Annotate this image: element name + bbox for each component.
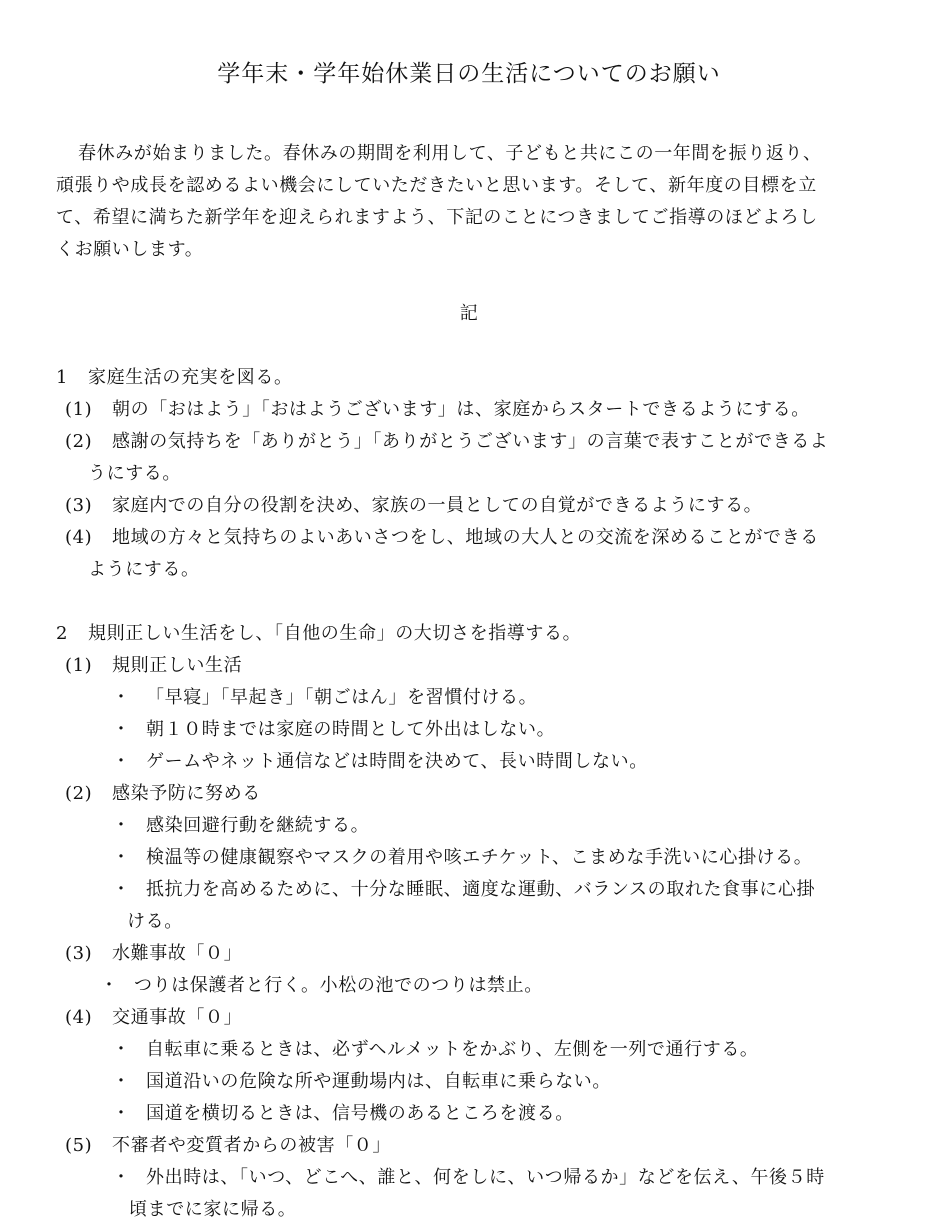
section-1-item-1-text: 朝の「おはよう」「おはようございます」は、家庭からスタートできるようにする。 <box>112 399 810 420</box>
section-2-item-4-number: (4) <box>65 1007 93 1028</box>
section-2-heading: 規則正しい生活をし、「自他の生命」の大切さを指導する。 <box>88 623 582 644</box>
bullet-text: 「早寝」「早起き」「朝ごはん」を習慣付ける。 <box>146 687 538 708</box>
section-2-item-4-heading: 交通事故「０」 <box>112 1007 243 1028</box>
bullet-list-item <box>112 1167 825 1189</box>
ki-heading: 記 <box>459 303 479 324</box>
bullet-text: 国道を横切るときは、信号機のあるところを渡る。 <box>146 1103 574 1124</box>
bullet-mark: ・ <box>112 1071 131 1092</box>
section-2-item-5-heading: 不審者や変質者からの被害「０」 <box>112 1135 391 1156</box>
section-2-number: 2 <box>56 623 69 644</box>
bullet-text: 朝１０時までは家庭の時間として外出はしない。 <box>146 719 556 740</box>
bullet-list-item <box>112 847 812 869</box>
section-1-item-2-text: 感謝の気持ちを「ありがとう」「ありがとうございます」の言葉で表すことができるよ <box>112 431 829 452</box>
section-1-number: 1 <box>56 367 69 388</box>
section-1-item-4-number: (4) <box>65 527 93 548</box>
bullet-text: 検温等の健康観察やマスクの着用や咳エチケット、こまめな手洗いに心掛ける。 <box>146 847 813 868</box>
bullet-mark: ・ <box>100 975 119 996</box>
bullet-list-item <box>112 815 369 837</box>
bullet-text: 国道沿いの危険な所や運動場内は、自転車に乗らない。 <box>146 1071 611 1092</box>
bullet-mark: ・ <box>112 1103 131 1124</box>
bullet-text: ゲームやネット通信などは時間を決めて、長い時間しない。 <box>146 751 648 772</box>
section-1-item-2-text-cont: うにする。 <box>88 463 181 484</box>
section-2-item-3-number: (3) <box>65 943 93 964</box>
document-title: 学年末・学年始休業日の生活についてのお願い <box>217 61 721 87</box>
bullet-mark: ・ <box>112 847 131 868</box>
bullet-list-item <box>112 687 537 709</box>
section-2-item-5-number: (5) <box>65 1135 93 1156</box>
bullet-list-item <box>100 975 543 997</box>
intro-line-3: て、希望に満ちた新学年を迎えられますよう、下記のことにつきましてご指導のほどよろし <box>56 207 818 228</box>
bullet-mark: ・ <box>112 879 131 900</box>
section-2-item-1-number: (1) <box>65 655 93 676</box>
section-2-item-1-heading: 規則正しい生活 <box>112 655 243 676</box>
section-1-item-3-text: 家庭内での自分の役割を決め、家族の一員としての自覚ができるようにする。 <box>112 495 763 516</box>
section-1-item-2-number: (2) <box>65 431 93 452</box>
section-1-item-4-text-cont: ようにする。 <box>88 559 200 580</box>
bullet-mark: ・ <box>112 815 131 836</box>
bullet-text: 感染回避行動を継続する。 <box>146 815 370 836</box>
bullet-list-item <box>112 719 555 741</box>
intro-line-4: くお願いします。 <box>56 239 204 260</box>
bullet-mark: ・ <box>112 751 131 772</box>
bullet-list-item <box>112 1103 574 1125</box>
bullet-list-item <box>112 1071 611 1093</box>
section-1-heading: 家庭生活の充実を図る。 <box>88 367 293 388</box>
section-2-item-2-number: (2) <box>65 783 93 804</box>
section-2-item-2-heading: 感染予防に努める <box>112 783 261 804</box>
bullet-text-cont: ける。 <box>127 911 183 932</box>
section-2-item-3-heading: 水難事故「０」 <box>112 943 243 964</box>
bullet-text: 外出時は、「いつ、どこへ、誰と、何をしに、いつ帰るか」などを伝え、午後５時 <box>146 1167 825 1188</box>
bullet-text: 抵抗力を高めるために、十分な睡眠、適度な運動、バランスの取れた食事に心掛 <box>146 879 816 900</box>
bullet-text: つりは保護者と行く。小松の池でのつりは禁止。 <box>134 975 543 996</box>
bullet-mark: ・ <box>112 1167 131 1188</box>
section-1-item-1-number: (1) <box>65 399 93 420</box>
bullet-list-item <box>112 879 815 901</box>
bullet-text-cont: 頃までに家に帰る。 <box>129 1199 297 1220</box>
section-1-item-4-text: 地域の方々と気持ちのよいあいさつをし、地域の大人との交流を深めることができる <box>112 527 819 548</box>
intro-line-1: 春休みが始まりました。春休みの期間を利用して、子どもと共にこの一年間を振り返り、 <box>78 143 822 164</box>
intro-line-2: 頑張りや成長を認めるよい機会にしていただきたいと思います。そして、新年度の目標を立 <box>56 175 817 196</box>
bullet-list-item <box>112 1039 759 1061</box>
bullet-mark: ・ <box>112 1039 131 1060</box>
bullet-mark: ・ <box>112 719 131 740</box>
bullet-mark: ・ <box>112 687 131 708</box>
bullet-list-item <box>112 751 648 773</box>
section-1-item-3-number: (3) <box>65 495 93 516</box>
bullet-text: 自転車に乗るときは、必ずヘルメットをかぶり、左側を一列で通行する。 <box>146 1039 759 1060</box>
